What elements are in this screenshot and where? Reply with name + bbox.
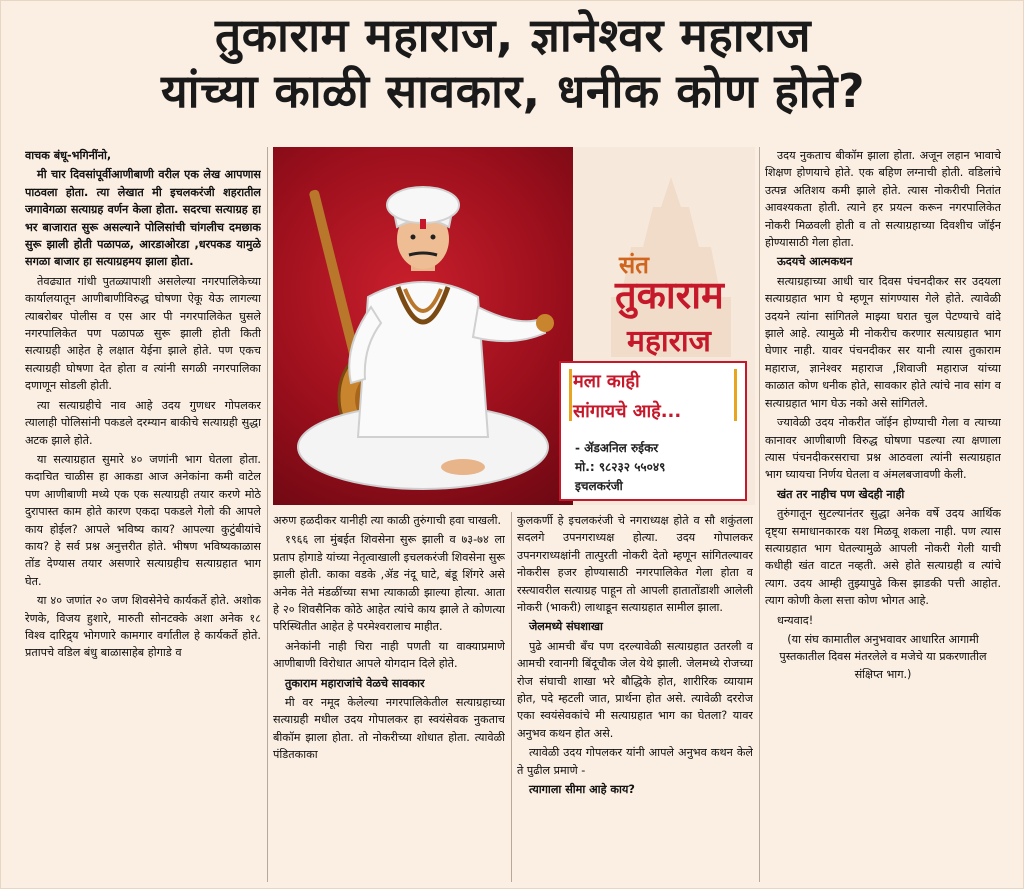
column-title-line-2: सांगायचे आहे... xyxy=(573,401,682,422)
column-divider xyxy=(511,512,512,882)
paragraph: त्या सत्याग्रहीचे नाव आहे उदय गुणधर गोपलकर त्यालाही पोलिसांनी पकडले दरम्यान बाकीचे सत्याग्रही सुद्धा अटक झाले होते. xyxy=(25,398,261,447)
saint-figure-illustration xyxy=(273,147,573,505)
graphic-title-sant: संत xyxy=(619,251,649,279)
paragraph: या सत्याग्रहात सुमारे ४० जणांनी भाग घेतला होता. कदाचित चाळीस हा आकडा आज अनेकांना कमी वाटेल पण आणीबाणी मध्ये एक एक सत्याग्रही तयार करणे मोठे दुरापास्त काम होते कारण एकदा पकडले गेलो की आपले काय होईल? आपले भविष्य काय? आपल्या कुटुंबीयांचे काय? हे सर्व प्रश्न अनुत्तरीत होते. भीषण भविष्यकाळास तोंड देण्यास तयार असणारे सत्याग्रहीच सत्याग्रहात भाग घेत. xyxy=(25,452,261,588)
paragraph: कुलकर्णी हे इचलकरंजी चे नगराध्यक्ष होते व सौ शकुंतला सदलगे उपनगराध्यक्ष होत्या. उदय गोपालकर उपनगराध्यक्षांनी तात्पुरती नोकरी देतो म्हणून सांगितल्यावर नोकरीस हजर होण्यासाठी नगरपालिकेत गेला होता व रस्त्यावरील सत्याग्रह पाहून तो आपली हातातोंडाशी आलेली नोकरी (भाकरी) लाथाडून सत्याग्रहात सामील झाला. xyxy=(517,514,753,615)
subheading: ऊदयचे आत्मकथन xyxy=(777,255,853,269)
paragraph: मी वर नमूद केलेल्या नगरपालिकेतील सत्याग्रहाच्या सत्याग्रही मधील उदय गोपालकर हा स्वयंसेवक नुकताच बीकॉम झाला होता. तो नोकरीच्या शोधात होता. त्यावेळी पंडितकाका xyxy=(273,696,505,762)
accent-bar xyxy=(569,369,572,421)
paragraph: तेवढ्यात गांधी पुतळ्यापाशी असलेल्या नगरपालिकेच्या कार्यालयातून आणीबाणीविरुद्ध घोषणा ऐकू येऊ लागल्या त्याबरोबर पोलीस व एस आर पी नगरपालिकेत घुसले नगरपालिकेत पण पळापळ सुरू झाली होती किती सत्याग्रही आहेत हे लक्षात येईना झाले होते. पण एकच सत्याग्रही घोषणा देत होता व त्यांनी सगळी नगरपालिका दणाणून सोडली होती. xyxy=(25,274,261,393)
subheading: त्यागाला सीमा आहे काय? xyxy=(529,783,635,797)
paragraph: मी चार दिवसांपूर्वीआणीबाणी वरील एक लेख आपणास पाठवला होता. त्या लेखात मी इचलकरंजी शहरातील जगावेगळा सत्याग्रह वर्णन केला होता. सदरचा सत्याग्रह हा भर बाजारात सुरू असल्याने पोलिसांची चांगलीच दमछाक सुरू झाली होती पळापळ, आरडाओरडा ,धरपकड यामुळे सगळा बाजार हा सत्याग्रहमय झाला होता. xyxy=(25,168,261,269)
article-column-3 xyxy=(517,512,753,882)
article-column-2 xyxy=(273,512,505,882)
paragraph: या ४० जणांत २० जण शिवसेनेचे कार्यकर्ते होते. अशोक रेणके, विजय हुशारे, मारुती सोनटक्के अशा अनेक १८ विश्व दारिद्र्य भोगणारे कामगार वर्गातील हे कार्यकर्ते होते. प्रतापचे वडिल बंधु बाळासाहेब होगाडे व xyxy=(25,594,261,660)
author-name: - ॲडअनिल रुईकर xyxy=(575,441,659,455)
paragraph: १९६६ ला मुंबईत शिवसेना सुरू झाली व ७३-७४ ला प्रताप होगाडे यांच्या नेतृत्वाखाली इचलकरंजी शिवसेना सुरू झाली होती. काका वडके ,ॲड नंदू घाटे, बंडू शिंगरे असे अनेक नेते मंडळींच्या सभा त्याकाळी झाल्या होत्या. आता हे २० शिवसैनिक कोठे आहेत त्यांचे काय झाले ते कोणत्या परिस्थितीत आहेत हे परमेश्वरालाच माहीत. xyxy=(273,533,505,634)
paragraph: पुढे आमची बँच पण दरल्यावेळी सत्याग्रहात उतरली व आमची रवानगी बिंदूचौक जेल येथे झाली. जेलमध्ये रोजच्या रोज संघाची शाखा भरे बौद्धिके होत, शारीरिक व्यायाम होत, पदे म्हटली जात, प्रार्थना होत असे. त्यावेळी दररोज एका स्वयंसेवकांचे मी सत्याग्रहात भाग का घेतला? यावर अनुभव कथन होत असे. xyxy=(517,639,753,740)
headline-line-1: तुकाराम महाराज, ज्ञानेश्वर महाराज xyxy=(214,8,811,62)
paragraph: अनेकांनी नाही चिरा नाही पणती या वाक्याप्रमाणे आणीबाणी विरोधात आपले योगदान दिले होते. xyxy=(273,639,505,671)
subheading: खंत तर नाहीच पण खेदही नाही xyxy=(777,487,905,501)
salutation: वाचक बंधू-भगिनींनो, xyxy=(25,149,112,162)
paragraph: उदय नुकताच बीकॉम झाला होता. अजून लहान भावाचे शिक्षण होणयाचे होते. एक बहिण लग्नाची होती. वडिलांचे उत्पन्न अतिशय कमी झाले होते. त्यास नोकरीची नितांत आवश्यकता होती. त्याने हर प्रयत्न करून नगरपालिकेत नोकरी मिळवली होती व तो सत्याग्रहाच्या दिवशीच जॉईन होण्यासाठी गेला होता. xyxy=(765,149,1001,250)
author-phone: मो.: ९८२३२ ५५०४९ xyxy=(575,460,666,474)
sign-off: धन्यवाद! xyxy=(777,613,814,627)
paragraph: ज्यावेळी उदय नोकरीत जॉईन होण्याची गेला व त्याच्या कानावर आणीबाणी विरुद्ध घोषणा पडल्या त्या क्षणाला त्यास पंचनदीकरसराचा प्रश्न आठवला त्यांनी सत्याग्रहात भाग घ्यायचा निर्णय घेतला व अंमलबजावणी केली. xyxy=(765,416,1001,482)
column-title-line-1: मला काही xyxy=(573,371,640,392)
headline xyxy=(1,7,1024,119)
headline-line-2: यांच्या काळी सावकार, धनीक कोण होते? xyxy=(160,64,865,118)
article-column-1 xyxy=(25,147,261,882)
paragraph: तुरुंगातून सुटल्यानंतर सुद्धा अनेक वर्षे उदय आर्थिक दृष्ट्या समाधानकारक यश मिळवू शकला नाही. पण त्यास सत्याग्रहात भाग घेतल्यामुळे आपली नोकरी गेली याची कधीही खंत वाटत नव्हती. असे होते सत्याग्रही व त्यांचे त्याग. उदय आम्ही तुझ्यापुढे किस झाडकी पत्ती आहोत. त्याग कोणी केला सत्ता कोण भोगत आहे. xyxy=(765,507,1001,608)
article-column-4 xyxy=(765,147,1001,882)
illustration-panel xyxy=(273,147,755,505)
paragraph: त्यावेळी उदय गोपलकर यांनी आपले अनुभव कथन केले ते पुढील प्रमाणे - xyxy=(517,746,753,777)
paragraph: सत्याग्रहाच्या आधी चार दिवस पंचनदीकर सर उदयला सत्याग्रहात भाग घे म्हणून सांगण्यास गेले होते. त्यावेळी उदयने त्यांना सांगितले माझ्या घरात चुल पेटण्याचे वांदे झाले आहे. त्यामुळे मी नोकरीच करणार सत्याग्रहात भाग घेणार नाही. यावर पंचनदीकर सर यानी त्यास तुकाराम महाराज, ज्ञानेश्वर महाराज ,शिवाजी महाराज यांच्या काळात कोण धनीक होते, सावकार होते त्यांचे नाव सांग व सत्याग्रहात भाग घेऊ नको असे सांगितले. xyxy=(765,274,1001,410)
author-place: इचलकरंजी xyxy=(575,479,623,493)
author-box xyxy=(559,361,747,501)
graphic-title-maharaj: महाराज xyxy=(627,324,711,359)
paragraph: अरुण हळदीकर यानीही त्या काळी तुरुंगाची हवा चाखली. xyxy=(273,514,502,527)
column-divider xyxy=(759,147,760,882)
column-divider xyxy=(267,147,268,882)
graphic-title-tukaram: तुकाराम xyxy=(615,273,724,317)
footnote: (या संघ कामातील अनुभवावर आधारित आगामी पुस्तकातील दिवस मंतरलेले व मजेचे या प्रकरणातील संक्षिप्त भाग.) xyxy=(779,632,987,681)
accent-bar xyxy=(734,369,737,421)
subheading: तुकाराम महाराजांचे वेळचे सावकार xyxy=(285,676,425,690)
subheading: जेलमध्ये संघशाखा xyxy=(529,620,603,634)
